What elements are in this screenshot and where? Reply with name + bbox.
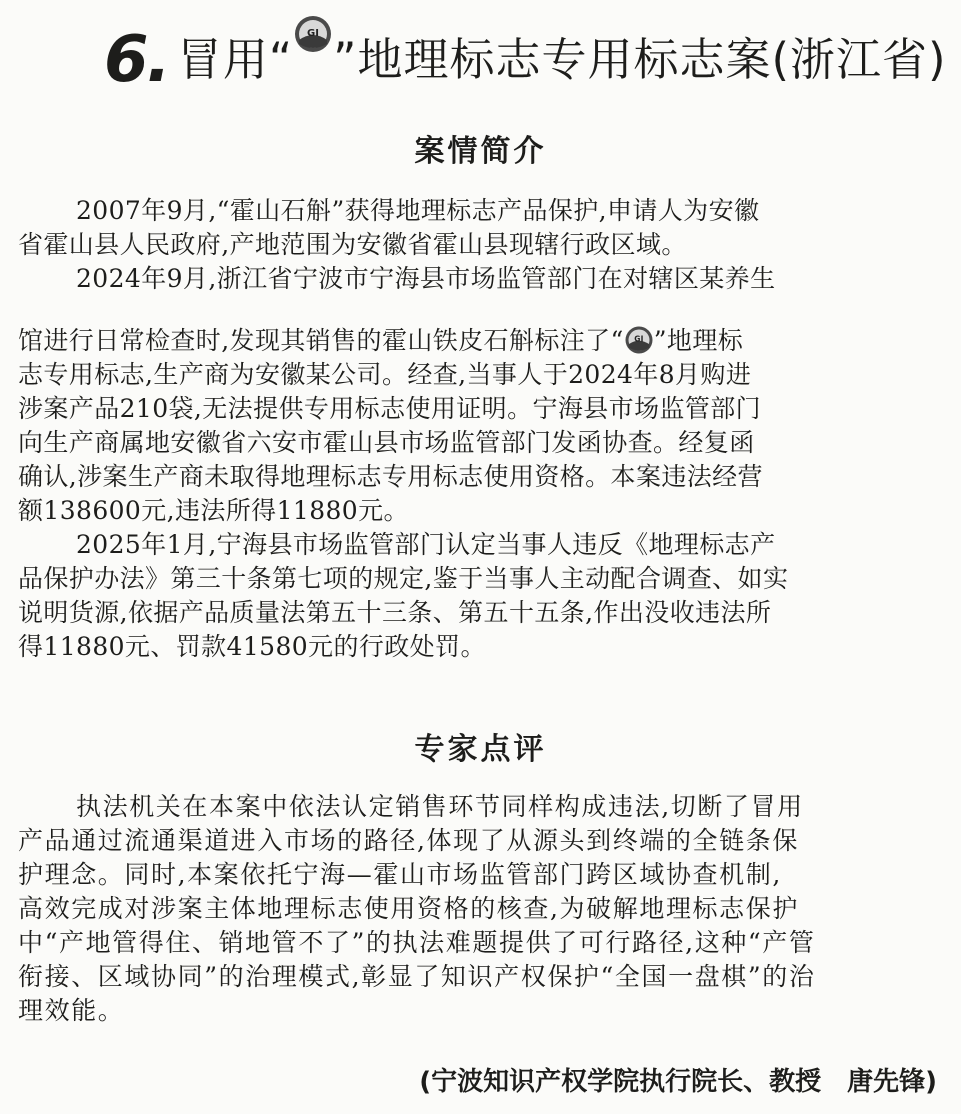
expert-review-body — [18, 790, 940, 1028]
text-line: 2025年1月,宁海县市场监管部门认定当事人违反《地理标志产 — [76, 530, 776, 559]
text-line: 产品通过流通渠道进入市场的路径,体现了从源头到终端的全链条保 — [18, 826, 799, 855]
text-line: 护理念。同时,本案依托宁海—霍山市场监管部门跨区域协查机制, — [18, 860, 782, 889]
text-line: 2007年9月,“霍山石斛”获得地理标志产品保护,申请人为安徽 — [76, 196, 760, 225]
text-line: 涉案产品210袋,无法提供专用标志使用证明。宁海县市场监管部门 — [18, 394, 762, 423]
text-line: 馆进行日常检查时,发现其销售的霍山铁皮石斛标注了“ — [18, 326, 624, 355]
text-line: 中“产地管得住、销地管不了”的执法难题提供了可行路径,这种“产管 — [18, 928, 816, 957]
text-line: 高效完成对涉案主体地理标志使用资格的核查,为破解地理标志保护 — [18, 894, 799, 923]
text-line: 说明货源,依据产品质量法第五十三条、第五十五条,作出没收违法所 — [18, 598, 772, 627]
text-line: 志专用标志,生产商为安徽某公司。经查,当事人于2024年8月购进 — [18, 360, 752, 389]
text-line: 理效能。 — [18, 996, 125, 1025]
svg-text:GI: GI — [633, 334, 644, 343]
svg-text:GI: GI — [307, 28, 320, 39]
case-summary-body — [18, 194, 940, 296]
text-line: 2024年9月,浙江省宁波市宁海县市场监管部门在对辖区某养生 — [76, 264, 776, 293]
text-line: 执法机关在本案中依法认定销售环节同样构成违法,切断了冒用 — [76, 792, 804, 821]
geographical-indication-logo-icon — [293, 14, 333, 54]
section-heading-expert-review: 专家点评 — [414, 732, 547, 767]
author-signature: (宁波知识产权学院执行院长、教授 唐先锋) — [419, 1067, 937, 1097]
article-title — [104, 20, 954, 100]
text-line: 确认,涉案生产商未取得地理标志专用标志使用资格。本案违法经营 — [18, 462, 763, 491]
text-line: 额138600元,违法所得11880元。 — [18, 496, 409, 525]
title-text-start: 冒用“ — [176, 33, 294, 86]
text-line: 衔接、区域协同”的治理模式,彰显了知识产权保护“全国一盘棋”的治 — [18, 962, 816, 991]
text-line: 品保护办法》第三十条第七项的规定,鉴于当事人主动配合调查、如实 — [18, 564, 789, 593]
case-summary-body-cont — [18, 324, 940, 664]
text-line-with-logo — [18, 324, 940, 358]
text-line: 向生产商属地安徽省六安市霍山县市场监管部门发函协查。经复函 — [18, 428, 755, 457]
title-text-end: ”地理标志专用标志案(浙江省) — [333, 33, 947, 86]
text-line: ”地理标 — [653, 326, 744, 355]
case-number: 6. — [104, 23, 169, 97]
section-heading-case-summary: 案情简介 — [414, 134, 547, 169]
text-line: 省霍山县人民政府,产地范围为安徽省霍山县现辖行政区域。 — [18, 230, 687, 259]
geographical-indication-logo-icon — [624, 325, 654, 355]
text-line: 得11880元、罚款41580元的行政处罚。 — [18, 632, 486, 661]
